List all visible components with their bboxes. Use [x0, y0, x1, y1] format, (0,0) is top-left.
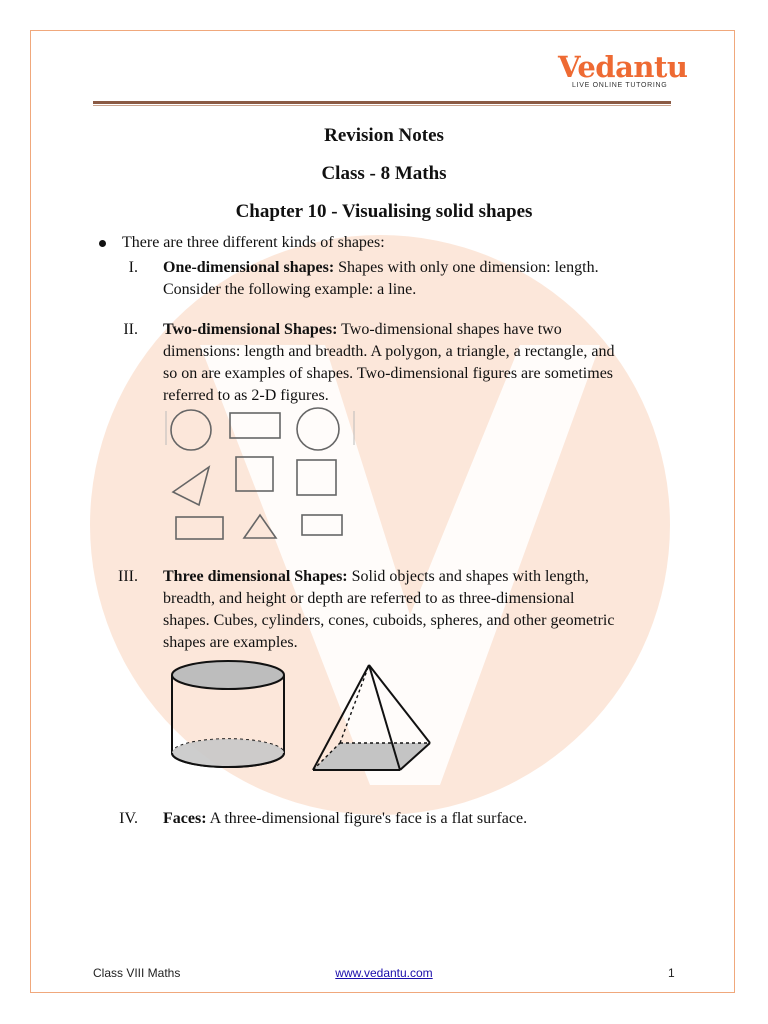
footer-class-label: Class VIII Maths — [93, 966, 181, 980]
triangle-shape — [173, 467, 209, 505]
numeral-1: I. — [128, 259, 138, 276]
page-title: Revision Notes — [324, 125, 444, 146]
item-3-line-4: shapes are examples. — [163, 634, 298, 651]
chapter-title: Chapter 10 - Visualising solid shapes — [235, 201, 533, 222]
vedantu-logo — [558, 50, 688, 89]
rectangle-shape-2 — [176, 517, 223, 539]
item-one-dimensional — [163, 257, 683, 301]
item-2-line-3: so on are examples of shapes. Two-dimensional figures are sometimes — [163, 365, 614, 382]
intro-text: There are three different kinds of shapes: — [122, 234, 385, 251]
term-one-dimensional: One-dimensional shapes: — [163, 259, 335, 276]
circle-shape-2 — [297, 408, 339, 450]
item-1-line-1: Shapes with only one dimension: length. — [338, 259, 599, 276]
term-two-dimensional: Two-dimensional Shapes: — [163, 321, 338, 338]
item-4-line-1: A three-dimensional figure's face is a flat surface. — [209, 810, 528, 827]
term-faces: Faces: — [163, 810, 207, 827]
rectangle-shape-3 — [302, 515, 342, 535]
logo-wordmark: Vedantu — [558, 50, 688, 84]
bullet-icon — [99, 240, 106, 247]
item-3-line-2: breadth, and height or depth are referred to as three-dimensional — [163, 590, 575, 607]
item-2-line-2: dimensions: length and breadth. A polygon, a triangle, a rectangle, and — [163, 343, 615, 360]
footer-website-link[interactable]: www.vedantu.com — [335, 966, 433, 980]
item-3-line-1: Solid objects and shapes with length, — [351, 568, 589, 585]
item-3-line-3: shapes. Cubes, cylinders, cones, cuboids, spheres, and other geometric — [163, 612, 615, 629]
item-2-line-4: referred to as 2-D figures. — [163, 387, 329, 404]
item-1-line-2: Consider the following example: a line. — [163, 281, 417, 298]
item-2-line-1: Two-dimensional shapes have two — [341, 321, 562, 338]
rectangle-shape — [230, 413, 280, 438]
item-faces — [163, 808, 683, 830]
cylinder-shape — [172, 661, 284, 767]
page-number: 1 — [668, 966, 675, 980]
item-two-dimensional — [163, 319, 683, 407]
numeral-2: II. — [123, 321, 138, 338]
term-three-dimensional: Three dimensional Shapes: — [163, 568, 348, 585]
header-rule — [93, 101, 671, 104]
logo-tagline: LIVE ONLINE TUTORING — [572, 82, 668, 89]
circle-shape — [171, 410, 211, 450]
numeral-3: III. — [118, 568, 138, 585]
square-shape-2 — [297, 460, 336, 495]
two-d-shapes-figure — [160, 405, 360, 545]
header-rule-thin — [93, 105, 671, 106]
pyramid-shape — [313, 665, 430, 770]
triangle-shape-2 — [244, 515, 276, 538]
square-shape — [236, 457, 273, 491]
three-d-shapes-figure — [168, 655, 438, 780]
item-three-dimensional — [163, 566, 683, 654]
class-title: Class - 8 Maths — [321, 163, 447, 184]
numeral-4: IV. — [119, 810, 138, 827]
